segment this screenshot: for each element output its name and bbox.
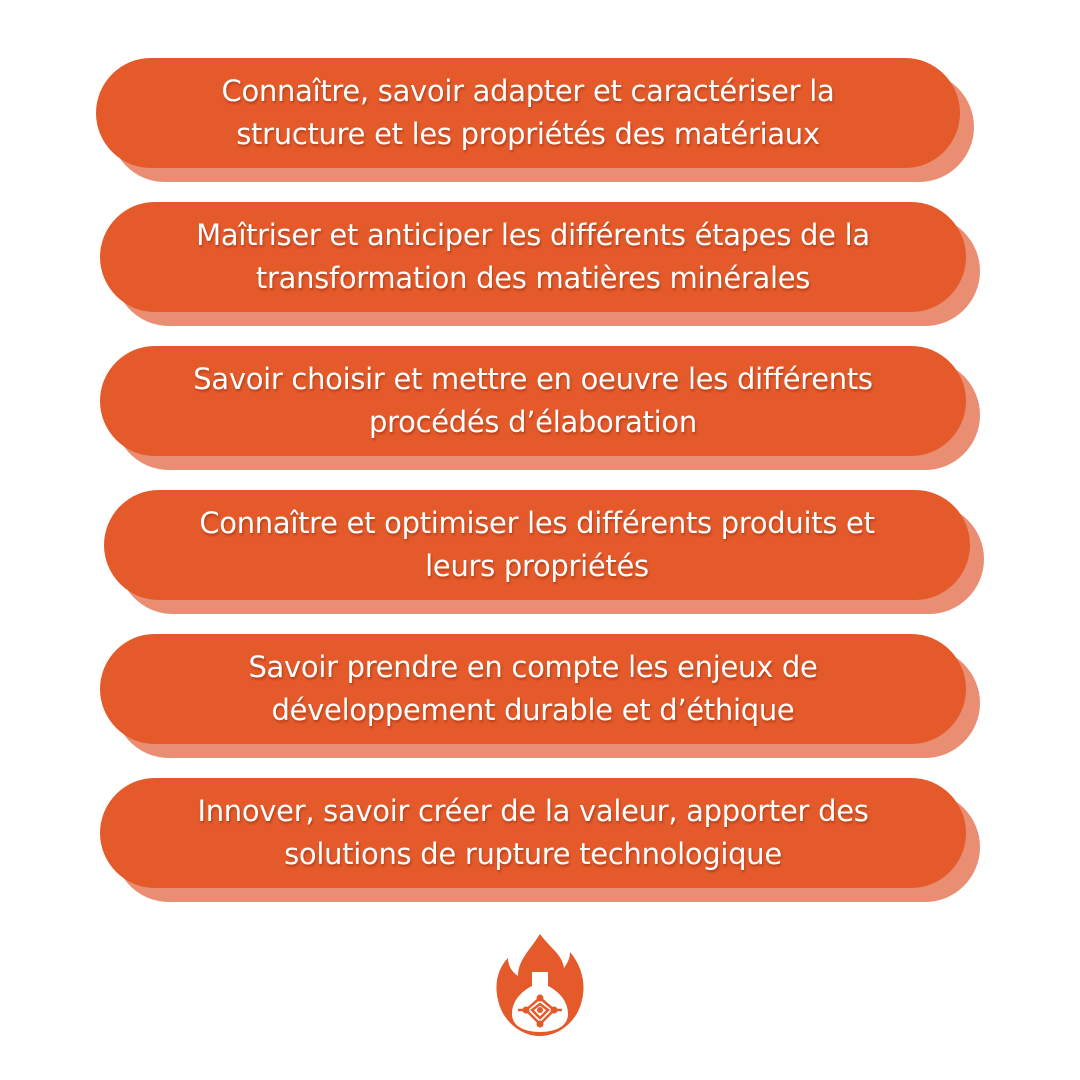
competence-text <box>137 502 937 588</box>
competence-pill-2 <box>100 202 966 312</box>
competence-line: transformation des matières minérales <box>255 261 811 295</box>
competence-line: leurs propriétés <box>425 549 649 583</box>
competence-line: Innover, savoir créer de la valeur, apporter des <box>197 794 869 828</box>
competence-line: procédés d’élaboration <box>369 405 697 439</box>
flame-flask-icon <box>492 932 588 1038</box>
competence-line: développement durable et d’éthique <box>271 693 795 727</box>
competence-line: Savoir prendre en compte les enjeux de <box>248 650 818 684</box>
competence-pill-5 <box>100 634 966 744</box>
competence-text <box>133 646 933 732</box>
competence-pill-1 <box>96 58 960 168</box>
competence-pill-3 <box>100 346 966 456</box>
competence-pill-4 <box>104 490 970 600</box>
competence-line: solutions de rupture technologique <box>284 837 782 871</box>
competence-line: structure et les propriétés des matériaux <box>236 117 820 151</box>
competence-line: Savoir choisir et mettre en oeuvre les différents <box>193 362 873 396</box>
competence-text <box>133 790 933 876</box>
competence-text <box>128 70 928 156</box>
competence-line: Maîtriser et anticiper les différents étapes de la <box>196 218 870 252</box>
competence-line: Connaître et optimiser les différents produits et <box>199 506 875 540</box>
competence-pill-6 <box>100 778 966 888</box>
competence-text <box>133 214 933 300</box>
competence-line: Connaître, savoir adapter et caractériser la <box>221 74 835 108</box>
competence-text <box>133 358 933 444</box>
